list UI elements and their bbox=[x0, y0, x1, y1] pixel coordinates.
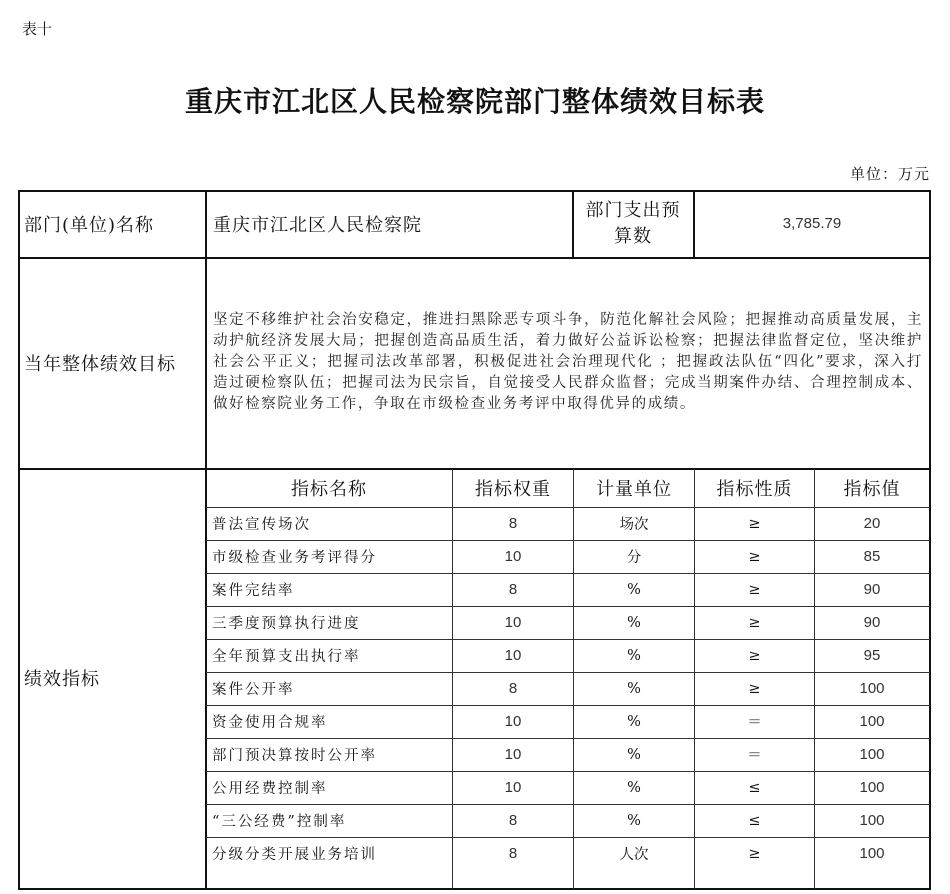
indicator-weight: 10 bbox=[504, 779, 522, 796]
indicator-name: 案件公开率 bbox=[212, 682, 295, 698]
indicator-name: “三公经费”控制率 bbox=[212, 814, 347, 830]
performance-table bbox=[18, 190, 931, 890]
indicator-nature: ≥ bbox=[748, 614, 761, 631]
indicator-nature: ≥ bbox=[748, 680, 761, 697]
unit-label: 单位：万元 bbox=[849, 165, 930, 183]
indicator-weight: 10 bbox=[504, 548, 522, 565]
indicator-value: 90 bbox=[863, 581, 881, 598]
indicator-name: 资金使用合规率 bbox=[212, 715, 328, 731]
indicator-weight: 10 bbox=[504, 614, 522, 631]
indicator-unit: % bbox=[627, 647, 641, 664]
indicator-weight: 10 bbox=[504, 713, 522, 730]
budget-label: 部门支出预算数 bbox=[585, 199, 681, 247]
indicator-unit: 人次 bbox=[619, 847, 649, 863]
indicator-weight: 8 bbox=[508, 581, 518, 598]
indicator-unit: 场次 bbox=[619, 517, 649, 533]
indicator-weight: 8 bbox=[508, 812, 518, 829]
indicator-weight: 10 bbox=[504, 746, 522, 763]
indicator-unit: % bbox=[627, 812, 641, 829]
indicator-nature: ≤ bbox=[748, 812, 761, 829]
header-unit: 计量单位 bbox=[596, 479, 672, 500]
annual-goal-label: 当年整体绩效目标 bbox=[24, 353, 176, 375]
indicator-weight: 8 bbox=[508, 845, 518, 862]
budget-value: 3,785.79 bbox=[782, 215, 842, 232]
column-divider bbox=[572, 190, 574, 257]
indicator-value: 95 bbox=[863, 647, 881, 664]
indicator-value: 85 bbox=[863, 548, 881, 565]
table-number-label: 表十 bbox=[22, 20, 53, 38]
indicator-unit: % bbox=[627, 779, 641, 796]
indicator-value: 100 bbox=[859, 812, 885, 829]
indicator-name: 公用经费控制率 bbox=[212, 781, 328, 797]
indicator-value: 100 bbox=[859, 845, 885, 862]
indicator-unit: % bbox=[627, 680, 641, 697]
indicator-nature: ≥ bbox=[748, 548, 761, 565]
indicator-name: 分级分类开展业务培训 bbox=[212, 847, 377, 863]
indicator-unit: % bbox=[627, 614, 641, 631]
indicator-nature: ≥ bbox=[748, 515, 761, 532]
indicator-name: 三季度预算执行进度 bbox=[212, 616, 361, 632]
indicator-nature: ＝ bbox=[747, 748, 762, 764]
indicator-nature: ＝ bbox=[747, 715, 762, 731]
indicator-unit: % bbox=[627, 746, 641, 763]
indicator-unit: 分 bbox=[626, 550, 642, 566]
indicator-value: 90 bbox=[863, 614, 881, 631]
header-indicator-name: 指标名称 bbox=[291, 479, 367, 500]
indicator-value: 100 bbox=[859, 680, 885, 697]
indicator-weight: 8 bbox=[508, 515, 518, 532]
indicator-nature: ≥ bbox=[748, 845, 761, 862]
indicator-name: 部门预决算按时公开率 bbox=[212, 748, 377, 764]
indicator-value: 100 bbox=[859, 746, 885, 763]
indicator-value: 20 bbox=[863, 515, 881, 532]
indicator-name: 市级检查业务考评得分 bbox=[212, 550, 377, 566]
indicator-weight: 10 bbox=[504, 647, 522, 664]
indicator-unit: % bbox=[627, 713, 641, 730]
dept-name-label: 部门(单位)名称 bbox=[24, 214, 155, 236]
header-nature: 指标性质 bbox=[716, 479, 793, 500]
indicator-name: 案件完结率 bbox=[212, 583, 295, 599]
indicator-nature: ≥ bbox=[748, 647, 761, 664]
header-value: 指标值 bbox=[843, 479, 901, 500]
indicator-name: 普法宣传场次 bbox=[212, 517, 311, 533]
indicator-nature: ≥ bbox=[748, 581, 761, 598]
indicator-nature: ≤ bbox=[748, 779, 761, 796]
indicator-unit: % bbox=[627, 581, 641, 598]
indicator-name: 全年预算支出执行率 bbox=[212, 649, 361, 665]
dept-name-value: 重庆市江北区人民检察院 bbox=[213, 214, 422, 236]
annual-goal-text: 坚定不移维护社会治安稳定，推进扫黑除恶专项斗争，防范化解社会风险；把握推动高质量发展，主动护航经济发展大局；把握创造高品质生活，着力做好公益诉讼检察；把握法律监督定位，坚决维护社会公平正义；把握司法改革部署，积极促进社会治理现代化 ；把握政法队伍“四化”要求，深入打造过硬检察队伍；把握司法为民宗旨，自觉接受人民群众监督；完成当期案件办结、合理控制成本、做好检察院业务工作，争取在市级检查业务考评中取得优异的成绩。 bbox=[213, 312, 923, 412]
indicator-value: 100 bbox=[859, 713, 885, 730]
indicator-value: 100 bbox=[859, 779, 885, 796]
header-weight: 指标权重 bbox=[475, 479, 551, 500]
indicator-weight: 8 bbox=[508, 680, 518, 697]
indicators-label: 绩效指标 bbox=[24, 669, 100, 690]
page-title: 重庆市江北区人民检察院部门整体绩效目标表 bbox=[184, 85, 765, 118]
